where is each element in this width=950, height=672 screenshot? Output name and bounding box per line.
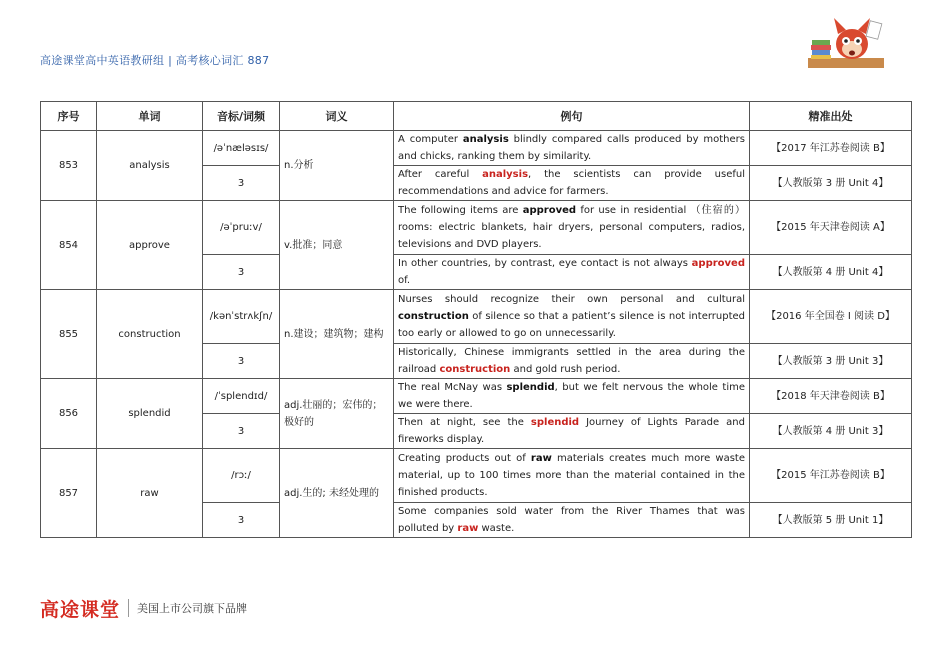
example-sentence: Then at night, see the splendid Journey of Lights Parade and fireworks display. [394,414,750,449]
column-header-meaning: 词义 [280,102,394,131]
brand-tagline: 美国上市公司旗下品牌 [137,602,248,615]
entry-number: 855 [41,290,97,379]
entry-word: splendid [97,379,203,449]
entry-number: 856 [41,379,97,449]
example-keyword: analysis [462,134,509,145]
entry-frequency: 3 [203,414,280,449]
entry-number: 857 [41,449,97,538]
example-source: 【2017 年江苏卷阅读 B】 [750,131,912,166]
entry-phonetic: /rɔː/ [203,449,280,503]
example-sentence: In other countries, by contrast, eye contact is not always approved of. [394,255,750,290]
example-source: 【人教版第 3 册 Unit 3】 [750,344,912,379]
example-keyword: splendid [530,417,580,428]
entry-phonetic: /kənˈstrʌkʃn/ [203,290,280,344]
table-row [41,201,912,255]
entry-meaning: adj.生的; 未经处理的 [280,449,394,538]
table-row [41,290,912,344]
table-header-row [41,102,912,131]
example-sentence: Creating products out of raw materials creates much more waste material, up to 100 times more than the material contained in the finished products. [394,449,750,503]
example-source: 【2015 年天津卷阅读 A】 [750,201,912,255]
example-keyword: analysis [482,169,529,180]
entry-frequency: 3 [203,166,280,201]
entry-meaning: adj.壮丽的；宏伟的；极好的 [280,379,394,449]
footer-divider [128,599,129,617]
example-source: 【2015 年江苏卷阅读 B】 [750,449,912,503]
example-source: 【人教版第 5 册 Unit 1】 [750,503,912,538]
vocabulary-table [40,101,912,538]
entry-word: analysis [97,131,203,201]
column-header-word: 单词 [97,102,203,131]
column-header-phonetic-frequency: 音标/词频 [203,102,280,131]
example-keyword: raw [530,453,552,464]
column-header-number: 序号 [41,102,97,131]
example-source: 【人教版第 4 册 Unit 4】 [750,255,912,290]
example-sentence: The following items are approved for use in residential （住宿的） rooms: electric blankets, hair dryers, personal computers, radios, televisions and DVD players. [394,201,750,255]
entry-frequency: 3 [203,344,280,379]
footer-brand-bar [40,595,247,621]
example-keyword: construction [398,311,469,322]
column-header-example: 例句 [394,102,750,131]
page-header-title: 高途课堂高中英语教研组 | 高考核心词汇 887 [40,54,270,67]
example-keyword: approved [522,205,577,216]
example-keyword: raw [457,523,479,534]
mascot-illustration [808,14,884,70]
example-sentence: Some companies sold water from the River Thames that was polluted by raw waste. [394,503,750,538]
entry-phonetic: /əˈnæləsɪs/ [203,131,280,166]
example-sentence: The real McNay was splendid, but we felt nervous the whole time we were there. [394,379,750,414]
example-source: 【人教版第 3 册 Unit 4】 [750,166,912,201]
entry-word: approve [97,201,203,290]
example-sentence: A computer analysis blindly compared calls produced by mothers and chicks, ranking them by similarity. [394,131,750,166]
brand-logo: 高途课堂 [40,598,121,621]
table-row [41,131,912,166]
example-sentence: After careful analysis, the scientists can provide useful recommendations and advice for farmers. [394,166,750,201]
entry-frequency: 3 [203,503,280,538]
column-header-source: 精准出处 [750,102,912,131]
entry-word: raw [97,449,203,538]
entry-meaning: n.分析 [280,131,394,201]
example-keyword: splendid [506,382,555,393]
example-source: 【2016 年全国卷 I 阅读 D】 [750,290,912,344]
entry-number: 853 [41,131,97,201]
example-source: 【2018 年天津卷阅读 B】 [750,379,912,414]
entry-frequency: 3 [203,255,280,290]
entry-number: 854 [41,201,97,290]
entry-phonetic: /ˈsplendɪd/ [203,379,280,414]
table-row [41,379,912,414]
example-sentence: Historically, Chinese immigrants settled in the area during the railroad construction and gold rush period. [394,344,750,379]
example-sentence: Nurses should recognize their own personal and cultural construction of silence so that a patient’s silence is not interrupted too early or allowed to go on unnecessarily. [394,290,750,344]
entry-phonetic: /əˈpruːv/ [203,201,280,255]
entry-word: construction [97,290,203,379]
example-source: 【人教版第 4 册 Unit 3】 [750,414,912,449]
example-keyword: construction [439,364,511,375]
entry-meaning: n.建设；建筑物；建构 [280,290,394,379]
table-row [41,449,912,503]
example-keyword: approved [691,258,745,269]
entry-meaning: v.批准；同意 [280,201,394,290]
